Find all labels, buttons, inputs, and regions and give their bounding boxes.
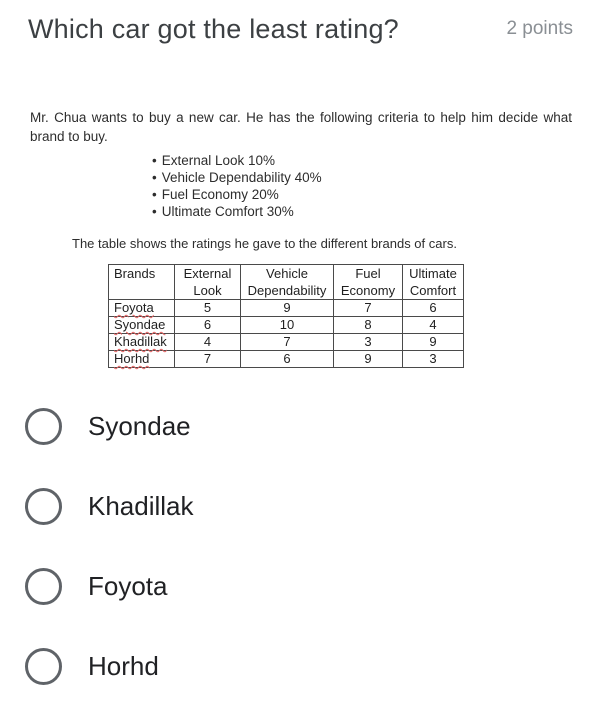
option-label[interactable]: Syondae <box>88 411 191 441</box>
question-title: Which car got the least rating? <box>28 14 399 44</box>
brand-name: Khadillak <box>114 334 167 349</box>
rating-cell: 8 <box>334 317 403 334</box>
brand-name: Horhd <box>114 351 150 366</box>
option-syondae[interactable] <box>0 386 600 466</box>
radio-icon[interactable] <box>25 408 62 445</box>
criteria-item <box>152 169 600 186</box>
brand-cell <box>109 317 175 334</box>
criteria-item <box>152 152 600 169</box>
radio-icon[interactable] <box>25 568 62 605</box>
option-label[interactable]: Foyota <box>88 571 168 601</box>
rating-cell: 9 <box>403 334 464 351</box>
rating-cell: 6 <box>175 317 241 334</box>
rating-cell: 7 <box>334 300 403 317</box>
option-foyota[interactable] <box>0 546 600 626</box>
bullet-icon: • <box>152 187 157 202</box>
option-horhd[interactable] <box>0 626 600 706</box>
radio-icon[interactable] <box>25 488 62 525</box>
rating-cell: 6 <box>403 300 464 317</box>
criteria-item <box>152 186 600 203</box>
column-header-brands: Brands <box>109 265 175 300</box>
table-row <box>109 317 464 334</box>
rating-cell: 10 <box>241 317 334 334</box>
criteria-list <box>152 152 600 220</box>
column-header-ultimate-comfort: Ultimate Comfort <box>403 265 464 300</box>
question-header <box>0 0 600 45</box>
rating-cell: 5 <box>175 300 241 317</box>
bullet-icon: • <box>152 153 157 168</box>
brand-name: Foyota <box>114 300 154 315</box>
rating-cell: 4 <box>403 317 464 334</box>
ratings-table <box>108 264 464 368</box>
criteria-text: Fuel Economy 20% <box>161 187 279 202</box>
table-row <box>109 351 464 368</box>
points-badge: 2 points <box>506 18 573 39</box>
brand-name: Syondae <box>114 317 166 332</box>
option-label[interactable]: Khadillak <box>88 491 194 521</box>
rating-cell: 3 <box>403 351 464 368</box>
table-row <box>109 300 464 317</box>
column-header-vehicle-dependability: Vehicle Dependability <box>241 265 334 300</box>
bullet-icon: • <box>152 170 157 185</box>
rating-cell: 7 <box>175 351 241 368</box>
column-header-external-look: External Look <box>175 265 241 300</box>
rating-cell: 3 <box>334 334 403 351</box>
rating-cell: 7 <box>241 334 334 351</box>
brand-cell <box>109 300 175 317</box>
radio-icon[interactable] <box>25 648 62 685</box>
table-header-row <box>109 265 464 300</box>
criteria-item <box>152 203 600 220</box>
column-header-fuel-economy: Fuel Economy <box>334 265 403 300</box>
description-paragraph: Mr. Chua wants to buy a new car. He has the following criteria to help him decide what brand to buy. <box>30 110 572 144</box>
criteria-text: Ultimate Comfort 30% <box>161 204 294 219</box>
brand-cell <box>109 334 175 351</box>
criteria-text: External Look 10% <box>161 153 276 168</box>
rating-cell: 9 <box>334 351 403 368</box>
criteria-text: Vehicle Dependability 40% <box>161 170 322 185</box>
options-list <box>0 386 600 706</box>
brand-cell <box>109 351 175 368</box>
table-row <box>109 334 464 351</box>
bullet-icon: • <box>152 204 157 219</box>
rating-cell: 6 <box>241 351 334 368</box>
rating-cell: 9 <box>241 300 334 317</box>
table-intro: The table shows the ratings he gave to the different brands of cars. <box>72 236 457 251</box>
rating-cell: 4 <box>175 334 241 351</box>
question-description-image <box>0 108 600 368</box>
option-khadillak[interactable] <box>0 466 600 546</box>
option-label[interactable]: Horhd <box>88 651 159 681</box>
